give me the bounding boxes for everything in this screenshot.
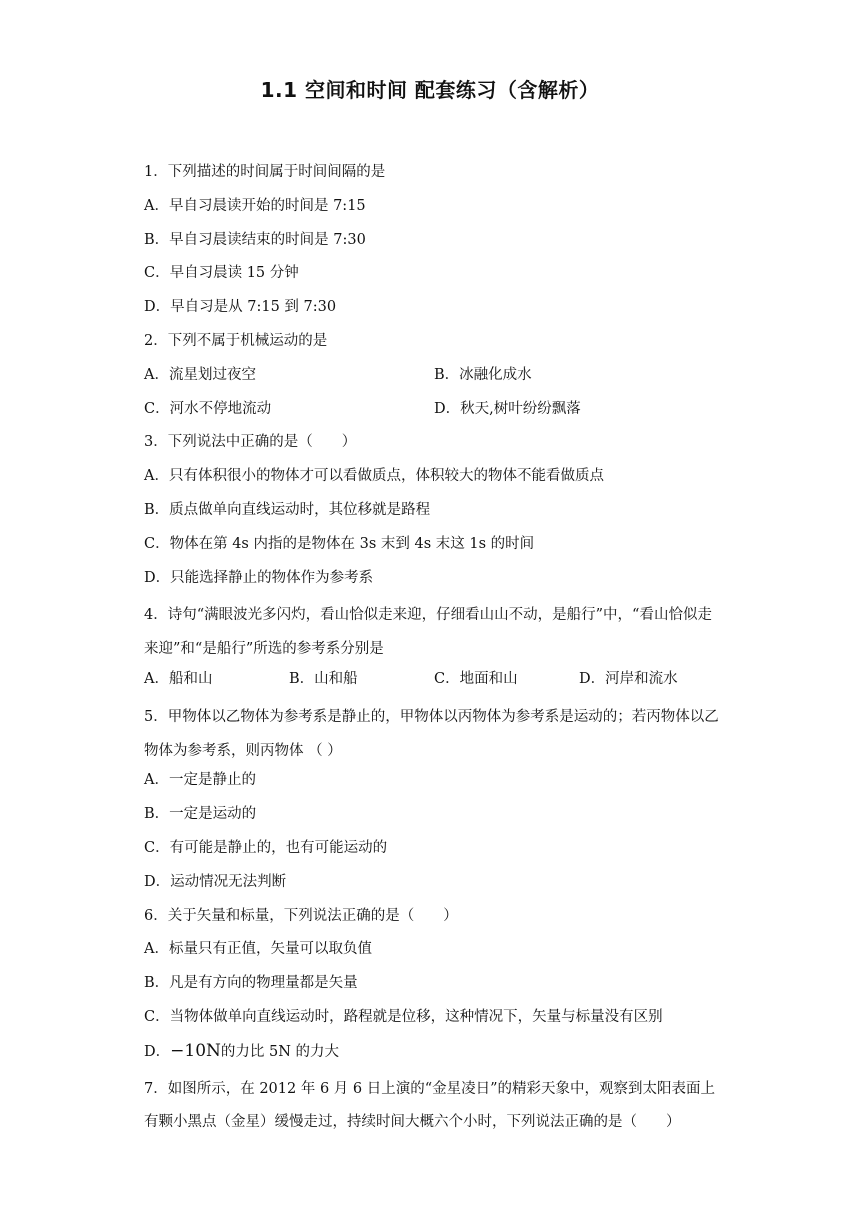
question-3-option-b: B．质点做单向直线运动时，其位移就是路程: [144, 501, 431, 518]
question-6-option-d: [144, 1039, 724, 1073]
question-5-option-a: A．一定是静止的: [144, 772, 256, 789]
question-5-option-c: C．有可能是静止的，也有可能运动的: [144, 839, 388, 856]
question-4-option-d: D．河岸和流水: [579, 670, 678, 687]
question-3-stem: 3．下列说法中正确的是（ ）: [144, 434, 357, 451]
question-6-option-d-math: −10N: [170, 1040, 221, 1061]
question-6-option-b: B．凡是有方向的物理量都是矢量: [144, 975, 358, 992]
question-1-option-d: D．早自习是从 7:15 到 7:30: [144, 299, 337, 316]
question-6-option-d-prefix: D．: [144, 1043, 171, 1060]
question-2-option-c: C．河水不停地流动: [144, 400, 272, 417]
question-2-options-row-2: [144, 397, 724, 431]
question-6-option-a: A．标量只有正值，矢量可以取负值: [144, 941, 372, 958]
question-4-stem: 4．诗句“满眼波光多闪灼，看山恰似走来迎，仔细看山山不动，是船行”中，“看山恰似走来迎”和“是船行”所选的参考系分别是: [144, 607, 712, 658]
question-1-option-a: A．早自习晨读开始的时间是 7:15: [144, 197, 366, 214]
question-2-option-d: D．秋天,树叶纷纷飘落: [434, 400, 581, 417]
question-5-option-b: B．一定是运动的: [144, 806, 257, 823]
question-6-option-d-rest: 的力比 5N 的力大: [220, 1043, 340, 1060]
question-list: [144, 160, 724, 1140]
question-5-option-d: D．运动情况无法判断: [144, 873, 287, 890]
question-2-option-a: A．流星划过夜空: [144, 366, 256, 383]
question-6-stem: 6．关于矢量和标量，下列说法正确的是（ ）: [144, 907, 458, 924]
question-2-option-b: B．冰融化成水: [434, 366, 532, 383]
question-4-option-a: A．船和山: [144, 670, 213, 687]
question-3-option-d: D．只能选择静止的物体作为参考系: [144, 569, 374, 586]
page-title: 1.1 空间和时间 配套练习（含解析）: [260, 78, 600, 102]
question-1-stem: 1．下列描述的时间属于时间间隔的是: [144, 164, 386, 180]
question-1-option-c: C．早自习晨读 15 分钟: [144, 265, 299, 282]
question-2-stem: 2．下列不属于机械运动的是: [144, 332, 328, 349]
question-5-stem: 5．甲物体以乙物体为参考系是静止的，甲物体以丙物体为参考系是运动的；若丙物体以乙物体为参考系，则丙物体 （ ）: [144, 708, 719, 759]
question-7-stem: 7．如图所示，在 2012 年 6 月 6 日上演的“金星凌日”的精彩天象中，观察到太阳表面上有颗小黑点（金星）缓慢走过，持续时间大概六个小时，下列说法正确的是（ ）: [144, 1080, 716, 1131]
question-4-option-b: B．山和船: [289, 670, 358, 687]
question-2-options-row-1: [144, 363, 724, 397]
question-3-option-a: A．只有体积很小的物体才可以看做质点，体积较大的物体不能看做质点: [144, 468, 604, 485]
question-3-option-c: C．物体在第 4s 内指的是物体在 3s 末到 4s 末这 1s 的时间: [144, 535, 535, 552]
question-4-option-c: C．地面和山: [434, 670, 518, 687]
question-1-option-b: B．早自习晨读结束的时间是 7:30: [144, 231, 366, 248]
question-6-option-c: C．当物体做单向直线运动时，路程就是位移，这种情况下，矢量与标量没有区别: [144, 1008, 663, 1025]
question-4-options-row: [144, 667, 724, 701]
